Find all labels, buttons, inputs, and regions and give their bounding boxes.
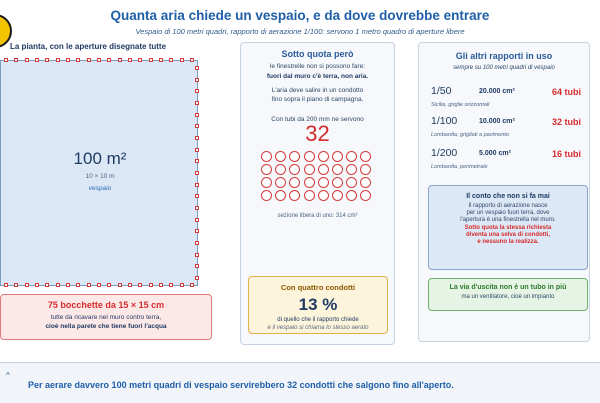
vent-opening xyxy=(195,136,199,140)
pipe-circle xyxy=(332,151,343,162)
vent-opening xyxy=(195,101,199,105)
account-alert-2: diventa una selva di condotti, xyxy=(465,232,550,238)
pipe-circle xyxy=(360,177,371,188)
vent-opening xyxy=(169,283,173,287)
page-title: Quanta aria chiede un vespaio, e da dove dovrebbe entrare xyxy=(110,8,490,23)
vent-opening xyxy=(45,58,49,62)
vent-opening xyxy=(195,253,199,257)
conclusion-bar xyxy=(0,362,600,403)
pipe-circle xyxy=(261,190,272,201)
pipe-circle xyxy=(346,151,357,162)
pipe-circle xyxy=(304,177,315,188)
plan-dimensions: 10 × 10 m xyxy=(85,173,115,180)
pipe-circle xyxy=(261,177,272,188)
ratio-pipes: 32 tubi xyxy=(551,117,581,127)
pipe-circle xyxy=(289,164,300,175)
below-grade-text-2a: L'aria deve salire in un condotto xyxy=(271,87,364,94)
vent-opening xyxy=(25,283,29,287)
pipe-circle xyxy=(304,151,315,162)
account-alert-3: e nessuno la realizza. xyxy=(477,239,539,245)
vent-opening xyxy=(195,148,199,152)
vent-opening xyxy=(4,58,8,62)
pipe-circle xyxy=(304,190,315,201)
ratios-subtitle: sempre su 100 metri quadri di vespaio xyxy=(453,65,555,71)
vent-opening xyxy=(195,171,199,175)
vent-opening xyxy=(76,58,80,62)
pipe-circle xyxy=(275,151,286,162)
conclusion-text: Per aerare davvero 100 metri quadri di vespaio servirebbero 32 condotti che salgono fino all'aperto. xyxy=(28,380,454,390)
pipe-circle xyxy=(289,151,300,162)
caret-icon: ^ xyxy=(6,371,10,380)
ratio-area: 20.000 cm² xyxy=(479,88,515,95)
ratio-value: 1/50 xyxy=(431,85,452,97)
below-grade-text-2b: fino sopra il piano di campagna. xyxy=(271,96,364,103)
pipe-circle xyxy=(261,151,272,162)
pipe-circle xyxy=(346,190,357,201)
pipe-circle xyxy=(304,164,315,175)
vent-opening xyxy=(159,58,163,62)
vent-opening xyxy=(195,183,199,187)
vent-opening xyxy=(180,283,184,287)
vent-opening xyxy=(190,283,194,287)
account-title: Il conto che non si fa mai xyxy=(466,193,550,200)
plan-caption: La pianta, con le aperture disegnate tutte xyxy=(10,42,167,51)
ratio-note: Lombardia, grigliati a pavimento xyxy=(431,132,509,138)
vent-opening xyxy=(66,283,70,287)
vent-opening xyxy=(97,283,101,287)
account-card xyxy=(428,185,588,270)
four-pipes-line-2: e il vespaio si chiama lo stesso aerato xyxy=(267,325,369,331)
account-line-1: Il rapporto di aerazione nasce xyxy=(468,203,548,209)
below-grade-text-1: le finestrelle non si possono fare: xyxy=(269,63,366,70)
vent-opening xyxy=(169,58,173,62)
vent-opening xyxy=(195,241,199,245)
ratio-area: 5.000 cm² xyxy=(479,150,511,157)
vent-opening xyxy=(138,58,142,62)
pipe-circle xyxy=(360,190,371,201)
vent-opening xyxy=(195,113,199,117)
vent-opening xyxy=(195,78,199,82)
vent-line-2: cioè nella parete che tiene fuori l'acqua xyxy=(45,323,167,330)
pipe-circle xyxy=(289,190,300,201)
below-grade-text-3: Con tubi da 200 mm ne servono xyxy=(271,116,364,123)
four-pipes-title: Con quattro condotti xyxy=(280,283,356,292)
vent-opening xyxy=(128,283,132,287)
vent-opening xyxy=(66,58,70,62)
vent-opening xyxy=(195,264,199,268)
vent-headline: 75 bocchette da 15 × 15 cm xyxy=(47,300,165,310)
vent-opening xyxy=(190,58,194,62)
pipe-circle xyxy=(275,190,286,201)
page-subtitle: Vespaio di 100 metri quadri, rapporto di aerazione 1/100: servono 1 metro quadro di aperture libere xyxy=(135,27,465,36)
pipe-circle xyxy=(332,177,343,188)
vent-opening xyxy=(128,58,132,62)
vent-opening xyxy=(14,283,18,287)
four-pipes-value: 13 % xyxy=(298,295,338,314)
pipe-circle xyxy=(289,177,300,188)
vent-opening xyxy=(87,58,91,62)
ratio-note: Sicilia, griglie orizzontali xyxy=(431,102,490,108)
pipe-circle xyxy=(346,164,357,175)
vent-opening xyxy=(45,283,49,287)
vent-opening xyxy=(180,58,184,62)
vent-opening xyxy=(118,283,122,287)
pipe-circle xyxy=(318,190,329,201)
pipe-circle xyxy=(360,164,371,175)
ratio-pipes: 64 tubi xyxy=(551,87,581,97)
pipe-circle xyxy=(346,177,357,188)
vent-summary-card xyxy=(0,294,212,340)
pipe-circle xyxy=(318,151,329,162)
ratios-title: Gli altri rapporti in uso xyxy=(455,51,553,61)
vent-opening xyxy=(25,58,29,62)
vent-opening xyxy=(149,283,153,287)
vent-opening xyxy=(97,58,101,62)
vent-opening xyxy=(195,66,199,70)
vent-opening xyxy=(107,283,111,287)
exit-subtitle: ma un ventilatore, cioè un impianto xyxy=(461,294,555,300)
pipe-circle xyxy=(275,177,286,188)
vent-opening xyxy=(195,89,199,93)
vent-opening xyxy=(35,58,39,62)
pipe-circle xyxy=(332,164,343,175)
vent-opening xyxy=(195,218,199,222)
pipe-section-caption: sezione libera di uno: 314 cm² xyxy=(277,213,358,219)
account-alert-1: Sotto quota la stessa richiesta xyxy=(464,225,552,231)
ratio-value: 1/100 xyxy=(431,115,458,127)
vent-opening xyxy=(76,283,80,287)
vent-opening xyxy=(138,283,142,287)
pipe-circle xyxy=(261,164,272,175)
pipe-circle xyxy=(360,151,371,162)
four-pipes-line-1: di quello che il rapporto chiede xyxy=(277,317,359,323)
ratio-note: Lombardia, perimetrale xyxy=(431,164,488,170)
pipe-circle xyxy=(332,190,343,201)
below-grade-title: Sotto quota però xyxy=(281,49,354,59)
plan-area: 100 m² xyxy=(73,149,127,168)
plan-label: vespaio xyxy=(88,185,112,192)
exit-title: La via d'uscita non è un tubo in più xyxy=(449,284,567,291)
vent-opening xyxy=(159,283,163,287)
plan-drawing xyxy=(0,60,198,286)
vent-opening xyxy=(195,194,199,198)
vent-opening xyxy=(87,283,91,287)
vent-opening xyxy=(195,206,199,210)
vent-opening xyxy=(195,229,199,233)
ratio-value: 1/200 xyxy=(431,147,458,159)
vent-opening xyxy=(149,58,153,62)
vent-opening xyxy=(56,58,60,62)
vent-opening xyxy=(195,276,199,280)
ratio-area: 10.000 cm² xyxy=(479,118,515,125)
vent-opening xyxy=(107,58,111,62)
account-line-3: l'apertura è una finestrella nel muro. xyxy=(460,217,556,223)
below-grade-text-1-bold: fuori dal muro c'è terra, non aria. xyxy=(266,73,369,80)
pipes-count: 32 xyxy=(305,121,330,146)
vent-opening xyxy=(56,283,60,287)
vent-opening xyxy=(14,58,18,62)
pipe-circle xyxy=(318,164,329,175)
account-line-2: per un vespaio fuori terra, dove xyxy=(466,210,550,216)
pipe-circle xyxy=(318,177,329,188)
pipe-circle xyxy=(275,164,286,175)
vent-opening xyxy=(195,124,199,128)
vent-line-1: tutte da ricavare nel muro contro terra, xyxy=(50,314,162,321)
exit-card xyxy=(428,278,588,311)
four-pipes-card xyxy=(248,276,388,334)
vent-opening xyxy=(195,159,199,163)
ratio-pipes: 16 tubi xyxy=(551,149,581,159)
vent-opening xyxy=(4,283,8,287)
vent-opening xyxy=(118,58,122,62)
vent-opening xyxy=(35,283,39,287)
